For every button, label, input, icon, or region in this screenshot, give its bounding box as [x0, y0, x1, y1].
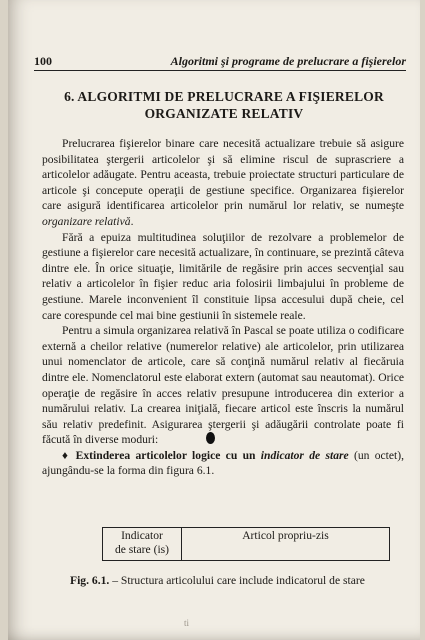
figure-caption-label: Fig. 6.1. — [70, 574, 110, 587]
paragraph-1-end: . — [130, 214, 134, 228]
figure-caption-text: – Structura articolului care include indicatorul de stare — [109, 574, 365, 587]
paragraph-3: Pentru a simula organizarea relativă în Pascal se poate utiliza o codificare externă a cheilor relative (numerelor relative) ale articolelor, prin utilizarea unui nomenclator de articole, care să conţină numărul relativ al fiecăruia dintre ele. Nomenclatorul este elaborat extern (automat sau neautomat). Orice operaţie de regăsire în acces relativ presupune introducerea din exterior a numărului relativ. La crearea iniţială, fiecare articol este înscris la numărul său relativ predefinit. Asigurarea ştergerii şi adăugării controlate poate fi făcută în diverse moduri: — [42, 324, 404, 447]
bullet-rest-text: (un octet), ajungându-se la forma din figura 6.1. — [42, 448, 405, 478]
book-page — [8, 0, 420, 640]
paragraph-1-italic: organizare relativă — [42, 214, 131, 228]
page-number: 100 — [34, 54, 52, 68]
figure-6-1-table — [102, 527, 390, 561]
article-cell: Articol propriu-zis — [242, 529, 329, 542]
chapter-title-line-2: ORGANIZATE RELATIV — [144, 106, 304, 121]
bullet-item — [42, 448, 404, 479]
page-footer-mark: ti — [184, 618, 190, 628]
figure-caption — [70, 574, 365, 587]
status-indicator-line-1: Indicator — [121, 529, 163, 542]
running-title: Algoritmi şi programe de prelucrare a fişierelor — [170, 54, 406, 68]
paragraph-1-text: Prelucrarea fişierelor binare care necesită actualizare trebuie să asigure posibilitatea ştergerii articolelor şi să elimine riscul de suprascriere a articolelor adăugate. Pentru aceasta, trebuie proiectate structuri particulare de articole şi concepute operaţii de gestiune specifice. Organizarea fişierelor care asigură identificarea articolelor prin numărul lor relativ, se numeşte — [42, 137, 404, 213]
status-indicator-cell — [103, 528, 182, 560]
page-header — [34, 52, 406, 71]
ink-smudge — [206, 432, 215, 444]
chapter-title — [48, 88, 400, 122]
bullet-bold-italic-text: indicator de stare — [260, 448, 349, 462]
status-indicator-line-2: de stare (is) — [114, 543, 170, 556]
paragraph-1 — [42, 136, 404, 230]
diamond-bullet-icon: ♦ — [62, 448, 71, 462]
chapter-title-line-1: 6. ALGORITMI DE PRELUCRARE A FIŞIERELOR — [64, 89, 384, 104]
bullet-bold-text: Extinderea articolelor logice cu un — [75, 448, 261, 462]
paragraph-2: Fără a epuiza multitudinea soluţiilor de rezolvare a problemelor de gestiune a fişierelor care necesită actualizare, în continuare, se prezintă câteva dintre ele. În orice situaţie, limitările de regăsire prin acces secvenţial sau relativ a articolelor în fişier reduc aria folosirii limbajului în probleme de gestiune. Marele inconvenient îl constituie lipsa accesului după cheie, cel care corespunde cel mai bine gestiunii în sistemele reale. — [42, 230, 404, 322]
body-text — [42, 136, 404, 479]
